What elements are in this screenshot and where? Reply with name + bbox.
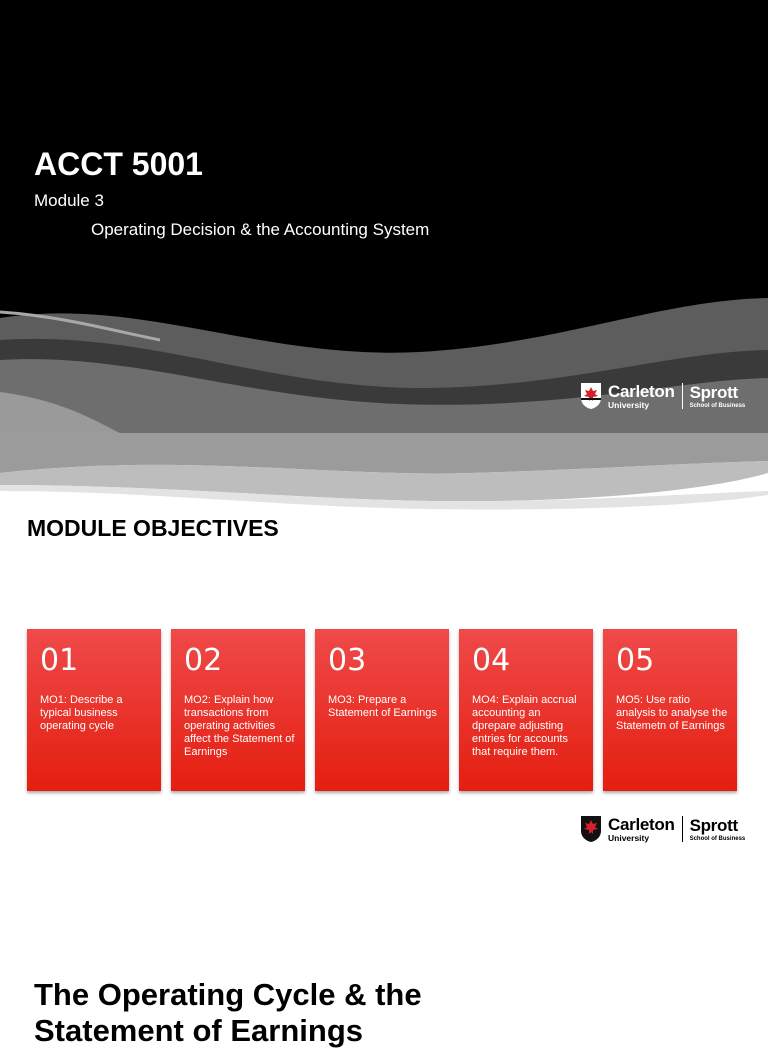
objective-text: MO5: Use ratio analysis to analyse the Statemetn of Earnings — [616, 694, 728, 732]
carleton-sprott-logo — [580, 382, 745, 410]
wave-decoration — [0, 0, 768, 433]
carleton-shield-icon — [580, 382, 602, 410]
carleton-university: University — [608, 399, 650, 410]
objective-number: 03 — [328, 643, 367, 678]
carleton-sprott-logo — [580, 815, 745, 843]
course-title: ACCT 5001 — [34, 146, 203, 182]
carleton-name: Carleton — [608, 814, 675, 834]
carleton-university: University — [608, 832, 650, 843]
sprott-school: School of Business — [689, 402, 746, 409]
objective-card — [27, 629, 161, 791]
objective-text: MO1: Describe a typical business operating cycle — [40, 694, 123, 732]
objective-number: 01 — [40, 643, 79, 678]
objectives-heading: MODULE OBJECTIVES — [27, 515, 279, 541]
slide-heading: The Operating Cycle & the Statement of Earnings — [34, 977, 422, 1048]
objective-card — [603, 629, 737, 791]
wave-decoration — [0, 433, 768, 513]
objectives-slide — [0, 433, 768, 865]
objective-cards — [27, 629, 737, 791]
sprott-name: Sprott — [689, 815, 738, 835]
objective-number: 05 — [616, 643, 655, 678]
logo-divider — [682, 383, 683, 409]
module-label: Module 3 — [34, 191, 104, 210]
objective-number: 04 — [472, 643, 511, 678]
sprott-school: School of Business — [689, 835, 746, 842]
objective-text: MO4: Explain accrual accounting an dprepare adjusting entries for accounts that require them. — [472, 694, 577, 758]
objective-text: MO2: Explain how transactions from operating activities affect the Statement of Earnings — [184, 694, 295, 758]
objective-card — [315, 629, 449, 791]
objective-card — [171, 629, 305, 791]
objective-text: MO3: Prepare a Statement of Earnings — [328, 694, 437, 719]
third-slide — [0, 865, 768, 1048]
title-slide — [0, 0, 768, 433]
carleton-name: Carleton — [608, 381, 675, 401]
module-subtitle: Operating Decision & the Accounting System — [91, 220, 430, 239]
logo-divider — [682, 816, 683, 842]
objective-card — [459, 629, 593, 791]
carleton-shield-icon — [580, 815, 602, 843]
objective-number: 02 — [184, 643, 223, 678]
sprott-name: Sprott — [689, 382, 738, 402]
